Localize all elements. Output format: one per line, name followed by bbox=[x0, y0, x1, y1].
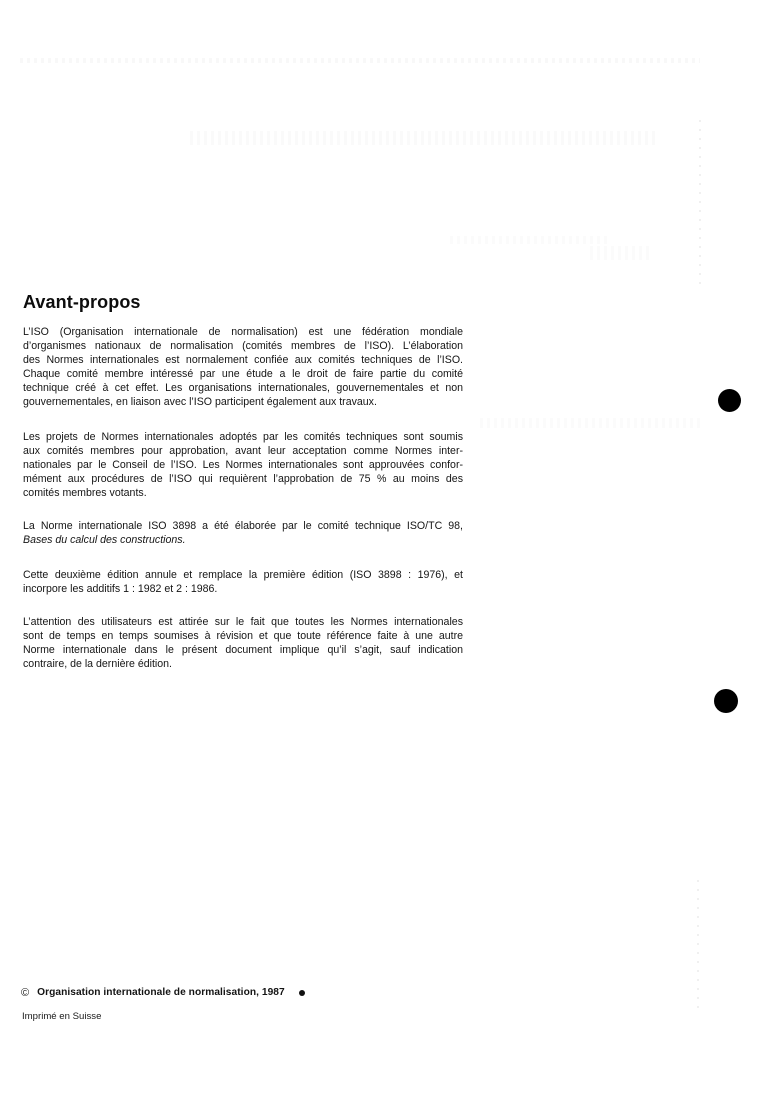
text-line: nationales par le Conseil de l’ISO. Les Normes internationales sont approuvées confor- bbox=[23, 459, 463, 471]
text-line: L’ISO (Organisation internationale de normalisation) est une fédération mondiale bbox=[23, 326, 463, 338]
scan-artifact bbox=[20, 58, 700, 63]
text-line: technique créé à cet effet. Les organisations internationales, gouvernementales et non bbox=[23, 382, 463, 394]
printed-in: Imprimé en Suisse bbox=[22, 1011, 102, 1022]
scan-artifact bbox=[450, 236, 610, 244]
text-line: La Norme internationale ISO 3898 a été élaborée par le comité technique ISO/TC 98, bbox=[23, 520, 463, 532]
page-title: Avant-propos bbox=[23, 292, 141, 312]
text-line: Norme internationale dans le présent document implique qu’il s’agit, sauf indication bbox=[23, 644, 463, 656]
text-line: Les projets de Normes internationales adoptés par les comités techniques sont soumis bbox=[23, 431, 463, 443]
text-line: incorpore les additifs 1 : 1982 et 2 : 1986. bbox=[23, 583, 218, 595]
scan-artifact bbox=[480, 418, 700, 428]
text-line: mément aux procédures de l’ISO qui requièrent l’approbation de 75 % au moins des bbox=[23, 473, 463, 485]
text-line: aux comités membres pour approbation, avant leur acceptation comme Normes inter- bbox=[23, 445, 463, 457]
text-line: comités membres votants. bbox=[23, 487, 147, 499]
paragraph-4 bbox=[23, 568, 463, 596]
bullet-icon bbox=[299, 990, 305, 996]
paragraph-2 bbox=[23, 430, 463, 500]
scan-artifact bbox=[699, 120, 701, 290]
copyright-organization: Organisation internationale de normalisation, 1987 bbox=[37, 987, 285, 998]
text-line: L’attention des utilisateurs est attirée sur le fait que toutes les Normes internationales bbox=[23, 616, 463, 628]
paragraph-1 bbox=[23, 325, 463, 409]
text-line: gouvernementales, en liaison avec l’ISO participent également aux travaux. bbox=[23, 396, 377, 408]
text-line: des Normes internationales est normalement confiée aux comités techniques de l’ISO. bbox=[23, 354, 463, 366]
copyright-footer bbox=[21, 986, 305, 1000]
margin-dot-icon bbox=[718, 389, 741, 412]
copyright-icon: © bbox=[21, 987, 30, 999]
text-line: d’organismes nationaux de normalisation (comités membres de l’ISO). L’élaboration bbox=[23, 340, 463, 352]
text-line: contraire, de la dernière édition. bbox=[23, 658, 172, 670]
scan-artifact bbox=[697, 880, 699, 1010]
paragraph-5 bbox=[23, 615, 463, 671]
committee-title: Bases du calcul des constructions. bbox=[23, 534, 186, 546]
scan-artifact bbox=[190, 131, 655, 145]
text-line: Chaque comité membre intéressé par une étude a le droit de faire partie du comité bbox=[23, 368, 463, 380]
text-line: Cette deuxième édition annule et remplace la première édition (ISO 3898 : 1976), et bbox=[23, 569, 463, 581]
scan-artifact bbox=[590, 246, 650, 260]
text-line: sont de temps en temps soumises à révision et que toute référence faite à une autre bbox=[23, 630, 463, 642]
paragraph-3 bbox=[23, 519, 463, 547]
margin-dot-icon bbox=[714, 689, 738, 713]
